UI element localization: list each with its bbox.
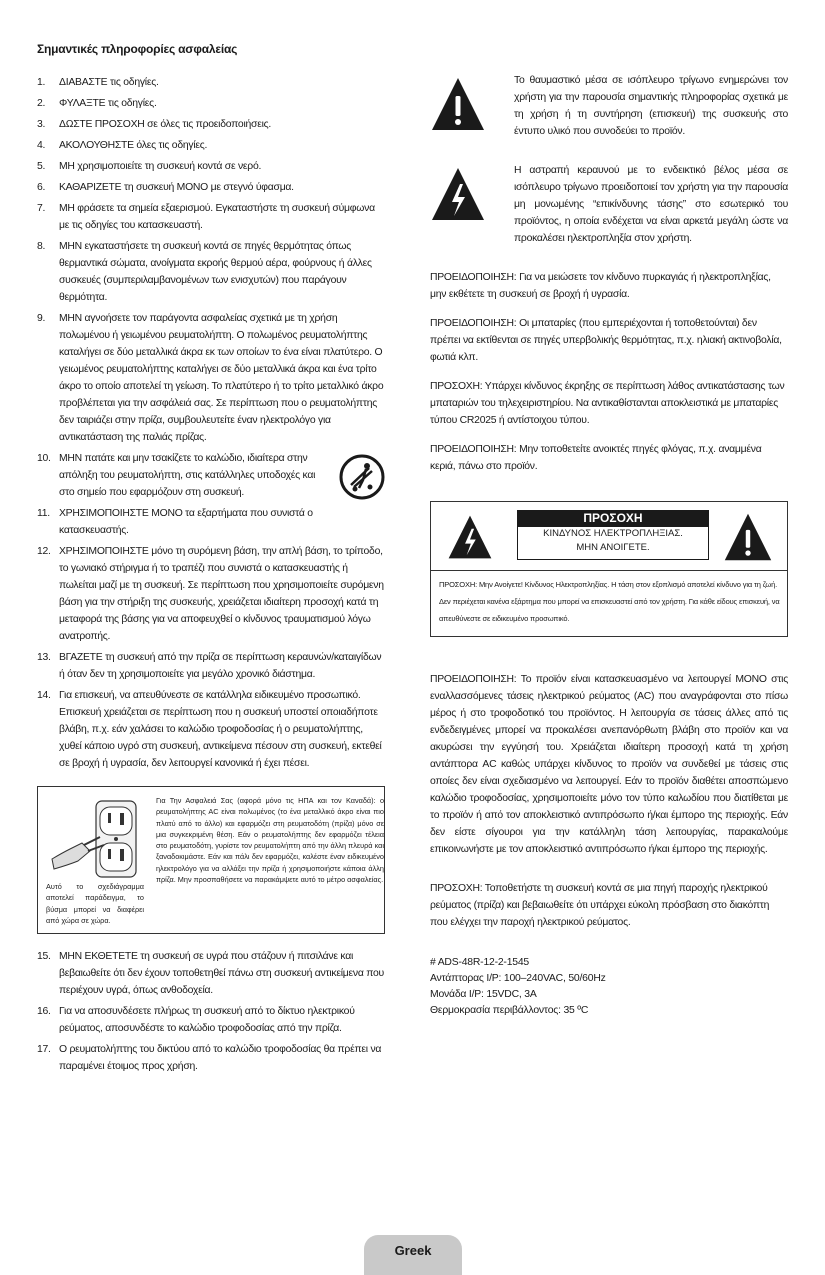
spec-adapter-input: Αντάπτορας I/P: 100–240VAC, 50/60Hz [430,973,606,984]
caution-line-1: ΚΙΝΔΥΝΟΣ ΗΛΕΚΤΡΟΠΛΗΞΙΑΣ. [543,528,683,539]
rule-item [37,1041,385,1075]
rule-item [37,95,385,112]
cart-tipover-icon [339,454,385,500]
warning-battery-heat: ΠΡΟΕΙΔΟΠΟΙΗΣΗ: Οι μπαταρίες (που εμπεριέχονται ή τοποθετούνται) δεν πρέπει να εκτίθενται σε πηγές υπερβολικής θερμότητας, π.χ. ηλιακή ακτινοβολία, φωτιά κλπ. [430,318,782,363]
warning-battery-explosion: ΠΡΟΣΟΧΗ: Υπάρχει κίνδυνος έκρηξης σε περίπτωση λάθος αντικατάστασης των μπαταριών του τηλεχειριστηρίου. Να αντικαθίστανται αποκλειστικά με μπαταρίες τύπου CR2025 ή αντίστοιχου τύπου. [430,381,785,426]
caution-heading: ΠΡΟΣΟΧΗ [517,510,709,526]
rule-number: 1. [37,77,46,88]
rule-text: Για επισκευή, να απευθύνεστε σε κατάλληλα ειδικευμένο προσωπικό. Επισκευή χρειάζεται σε περίπτωση που η συσκευή υποστεί οποιαδήποτε βλάβη, π.χ. εάν χαλάσει το καλώδιο τροφοδοσίας ή ο ρευματολήπτης, χυθεί κάποιο υγρό στη συσκευή, αντικείμενα πέσουν στη συσκευή, εκτεθεί σε βροχή ή υγρασία, δεν λειτουργεί κανονικά ή έχει πέσει. [59,690,382,769]
rule-number: 10. [37,453,51,464]
rule-text: ΑΚΟΛΟΥΘΗΣΤΕ όλες τις οδηγίες. [59,140,208,151]
lightning-triangle-icon [430,166,486,222]
rule-text: Για να αποσυνδέσετε πλήρως τη συσκευή από το δίκτυο ηλεκτρικού ρεύματος, αποσυνδέστε το καλώδιο τροφοδοσίας από την πρίζα. [59,1006,355,1034]
rules-list-b [37,948,385,1075]
plug-caption: Αυτό το σχεδιάγραμμα αποτελεί παράδειγμα, το βύσμα μπορεί να διαφέρει από χώρα σε χώρα. [46,882,144,925]
spec-unit-input: Μονάδα I/P: 15VDC, 3A [430,989,537,1000]
left-column [37,42,385,1079]
plug-text: Για Την Ασφαλειά Σας (αφορά μόνο τις ΗΠΑ και τον Καναδά): ο ρευματολήπτης AC είναι πολωμένος (το ένα μεταλλικό άκρο είναι πιο πλατύ από το άλλο) και εφαρμόζει στη ρευματοδότη (πρίζα) μόνο σε μια συγκεκριμένη θέση. Εάν ο ρευματολήπτης δεν εφαρμόζει τέλεια στο ρευματοδότη, γυρίστε τον ρευματολήπτη από την άλλη πλευρά και ξαναδοκιμάστε. Εάν και πάλι δεν εφαρμόζει, καλέστε έναν ειδικευμένο ηλεκτρολόγο για να αλλάξει την πρίζα ή χρησιμοποιήστε κάποια άλλη πρίζα. Μην προσπαθήσετε να παρακάμψετε αυτό το μέτρο ασφαλείας. [156,796,384,885]
rule-number: 13. [37,652,51,663]
rule-number: 9. [37,313,46,324]
rule-item [37,1003,385,1037]
rule-item [37,450,385,501]
rule-item [37,137,385,154]
rule-number: 5. [37,161,46,172]
specs-block [430,955,788,1019]
rule-number: 16. [37,1006,51,1017]
rule-item [37,310,385,446]
rule-number: 12. [37,546,51,557]
rule-text: ΜΗΝ εγκαταστήσετε τη συσκευή κοντά σε πηγές θερμότητας όπως θερμαντικά σώματα, ανοίγματα εκροής θερμού αέρα, φούρνους ή άλλες συσκευές (συμπεριλαμβανομένων των ενισχυτών) που παράγουν θερμότητα. [59,241,372,303]
caution-box [430,501,788,637]
caution-line-2: ΜΗΝ ΑΝΟΙΓΕΤΕ. [576,542,650,553]
power-warning: ΠΡΟΕΙΔΟΠΟΙΗΣΗ: Το προϊόν είναι κατασκευασμένο να λειτουργεί ΜΟΝΟ στις εναλλασσόμενες τάσεις ηλεκτρικού ρεύματος (AC) που αναγράφονται στο πίσω μέρος ή στο τροφοδοτικό του προϊόντος. Η λειτουργία σε τάσεις άλλες από τις ενδεδειγμένες μπορεί να προκαλέσει ανεπανόρθωτη βλάβη στο προϊόν και να ακυρώσει την εγγύησή του. Χρειάζεται ιδιαίτερη προσοχή κατά τη χρήση αντάπτορα AC καθώς υπάρχει κίνδυνος το προϊόν να συνδεθεί με τάσεις στις οποίες δεν είναι σχεδιασμένο να λειτουργεί. Εάν το προϊόν διαθέτει αποσπώμενο καλώδιο τροφοδοσίας, χρησιμοποιείτε μόνο τον τύπο καλωδίου που διατίθεται με το προϊόν ή από τον αποκλειστικό αντιπρόσωπο ή/και έμπορο της περιοχής. Εάν δεν είστε σίγουροι για την κατάλληλη τάση λειτουργίας, παρακαλούμε επικοινωνήστε με τον αποκλειστικό αντιπρόσωπο ή/και έμπορο της περιοχής. [430,674,788,855]
rule-text: ΜΗ φράσετε τα σημεία εξαερισμού. Εγκαταστήστε τη συσκευή σύμφωνα με τις οδηγίες του κατασκευαστή. [59,203,375,231]
rule-text: ΧΡΗΣΙΜΟΠΟΙΗΣΤΕ μόνο τη συρόμενη βάση, την απλή βάση, το τρίποδο, το γωνιακό στήριγμα ή το τραπέζι που συνιστά ο κατασκευαστής ή πωλείται μαζί με τη συσκευή. Σε περίπτωση που χρησιμοποιείτε συρόμενη βάση για την στήριξη της συσκευής, χρειάζεται ιδιαίτερη προσοχή κατά τη μεταφορά της βάσης για να αποφευχθεί ο κίνδυνος τραυματισμού λόγω ανατροπής. [59,546,384,642]
caution-subtext [517,526,709,560]
rule-item [37,158,385,175]
exclamation-triangle-icon [723,512,773,562]
rule-text: ΜΗΝ αγνοήσετε τον παράγοντα ασφαλείας σχετικά με τη χρήση πολωμένου ή γειωμένου ρευματολήπτη. Ο πολωμένος ρευματολήπτης καταλήγει σε δύο μεταλλικά άκρα εκ των οποίων το ένα είναι πλατύτερο. Ο γειωμένος ρευματολήπτης καταλήγει σε δύο μεταλλικά άκρα και ένα τρίτο άκρο το οποίο αποτελεί τη γείωση. Το πλατύτερο ή το τρίτο μεταλλικό άκρο προβλέπεται για την ασφάλειά σας. Σε περίπτωση που ο ρευματολήπτης δεν ταιριάζει στην πρίζα, συμβουλευτείτε έναν ηλεκτρολόγο για αντικατάσταση της παλιάς πρίζας. [59,313,384,443]
lightning-symbol-row [430,162,788,247]
rule-item [37,116,385,133]
rule-item [37,505,385,539]
rule-text: ΜΗΝ πατάτε και μην τσακίζετε το καλώδιο, ιδιαίτερα στην απόληξη του ρευματολήπτη, στις κατάλληλες υποδοχές και στο σημείο που εφαρμόζουν στη συσκευή. [59,453,316,498]
warning-open-flame: ΠΡΟΕΙΔΟΠΟΙΗΣΗ: Μην τοποθετείτε ανοικτές πηγές φλόγας, π.χ. αναμμένα κεριά, πάνω στο προϊόν. [430,444,762,472]
rule-item [37,649,385,683]
exclamation-triangle-icon [430,76,486,132]
rule-number: 7. [37,203,46,214]
rule-item [37,200,385,234]
rule-number: 2. [37,98,46,109]
rule-text: ΒΓΑΖΕΤΕ τη συσκευή από την πρίζα σε περίπτωση κεραυνών/καταιγίδων ή όταν δεν τη χρησιμοποιείτε για μεγάλο χρονικό διάστημα. [59,652,382,680]
rule-text: ΜΗΝ ΕΚΘΕΤΕΤΕ τη συσκευή σε υγρά που στάζουν ή πιτσιλάνε και βεβαιωθείτε ότι δεν έχουν τοποθετηθεί πάνω στη συσκευή αντικείμενα που περιέχουν υγρά, όπως ανθοδοχεία. [59,951,384,996]
rule-text: Ο ρευματολήπτης του δικτύου από το καλώδιο τροφοδοσίας θα πρέπει να παραμένει έτοιμος προς χρήση. [59,1044,382,1072]
rule-text: ΚΑΘΑΡΙΖΕΤΕ τη συσκευή ΜΟΝΟ με στεγνό ύφασμα. [59,182,294,193]
rule-text: ΜΗ χρησιμοποιείτε τη συσκευή κοντά σε νερό. [59,161,262,172]
rule-item [37,543,385,645]
lightning-triangle-icon [447,514,493,560]
rule-number: 8. [37,241,46,252]
rule-item [37,74,385,91]
rule-number: 4. [37,140,46,151]
spec-model: # ADS-48R-12-2-1545 [430,957,530,968]
placement-warning: ΠΡΟΣΟΧΗ: Τοποθετήστε τη συσκευή κοντά σε μια πηγή παροχής ηλεκτρικού ρεύματος (πρίζα) και βεβαιωθείτε ότι υπάρχει εύκολη πρόσβαση στο διακόπτη που ελέγχει την παροχή ηλεκτρικού ρεύματος. [430,883,770,928]
rule-text: ΔΩΣΤΕ ΠΡΟΣΟΧΗ σε όλες τις προειδοποιήσεις. [59,119,272,130]
lightning-description: Η αστραπή κεραυνού με το ενδεικτικό βέλος μέσα σε ισόπλευρο τρίγωνο προειδοποιεί τον χρήστη για την παρουσία μη μονωμένης “επικίνδυνης τάσης” στο εσωτερικό του προϊόντος, η οποία ενδέχεται να είναι αρκετά μεγάλη ώστε να προκαλέσει ηλεκτροπληξία στον χρήστη. [514,165,788,244]
language-tab: Greek [364,1235,462,1275]
rule-number: 6. [37,182,46,193]
rule-text: ΦΥΛΑΞΤΕ τις οδηγίες. [59,98,157,109]
rule-item [37,238,385,306]
rule-number: 3. [37,119,46,130]
exclamation-description: Το θαυμαστικό μέσα σε ισόπλευρο τρίγωνο ενημερώνει τον χρήστη για την παρουσία σημαντικής πληροφορίας σχετικά με τη χρήση ή τη συντήρηση (επισκευή) της συσκευής στο έντυπο υλικό που συνοδεύει το προϊόν. [514,75,788,137]
rule-text: ΧΡΗΣΙΜΟΠΟΙΗΣΤΕ ΜΟΝΟ τα εξαρτήματα που συνιστά ο κατασκευαστής. [59,508,313,536]
page-title: Σημαντικές πληροφορίες ασφαλείας [37,42,238,56]
rule-number: 15. [37,951,51,962]
spec-ambient-temperature: Θερμοκρασία περιβάλλοντος: 35 ºC [430,1005,589,1016]
rule-item [37,948,385,999]
polarized-plug-outlet-icon [48,799,140,879]
warning-fire: ΠΡΟΕΙΔΟΠΟΙΗΣΗ: Για να μειώσετε τον κίνδυνο πυρκαγιάς ή ηλεκτροπληξίας, μην εκθέτετε τη συσκευή σε βροχή ή υγρασία. [430,272,771,300]
exclamation-symbol-row [430,72,788,140]
rules-list-a [37,74,385,772]
caution-text: ΠΡΟΣΟΧΗ: Μην Ανοίγετε! Κίνδυνος Ηλεκτροπληξίας. Η τάση στον εξοπλισμό αποτελεί κίνδυνο για τη ζωή. Δεν περιέχεται κανένα εξάρτημα που μπορεί να επισκευαστεί από τον χρήστη. Για κάθε είδους επισκευή, να απευθύνεστε σε ειδικευμένο προσωπικό. [439,580,780,623]
rule-number: 14. [37,690,51,701]
polarized-plug-box [37,786,385,934]
right-column [430,72,788,1019]
rule-number: 17. [37,1044,51,1055]
rule-item [37,179,385,196]
rule-item [37,687,385,772]
rule-text: ΔΙΑΒΑΣΤΕ τις οδηγίες. [59,77,159,88]
caution-divider [431,570,787,571]
rule-number: 11. [37,508,50,519]
